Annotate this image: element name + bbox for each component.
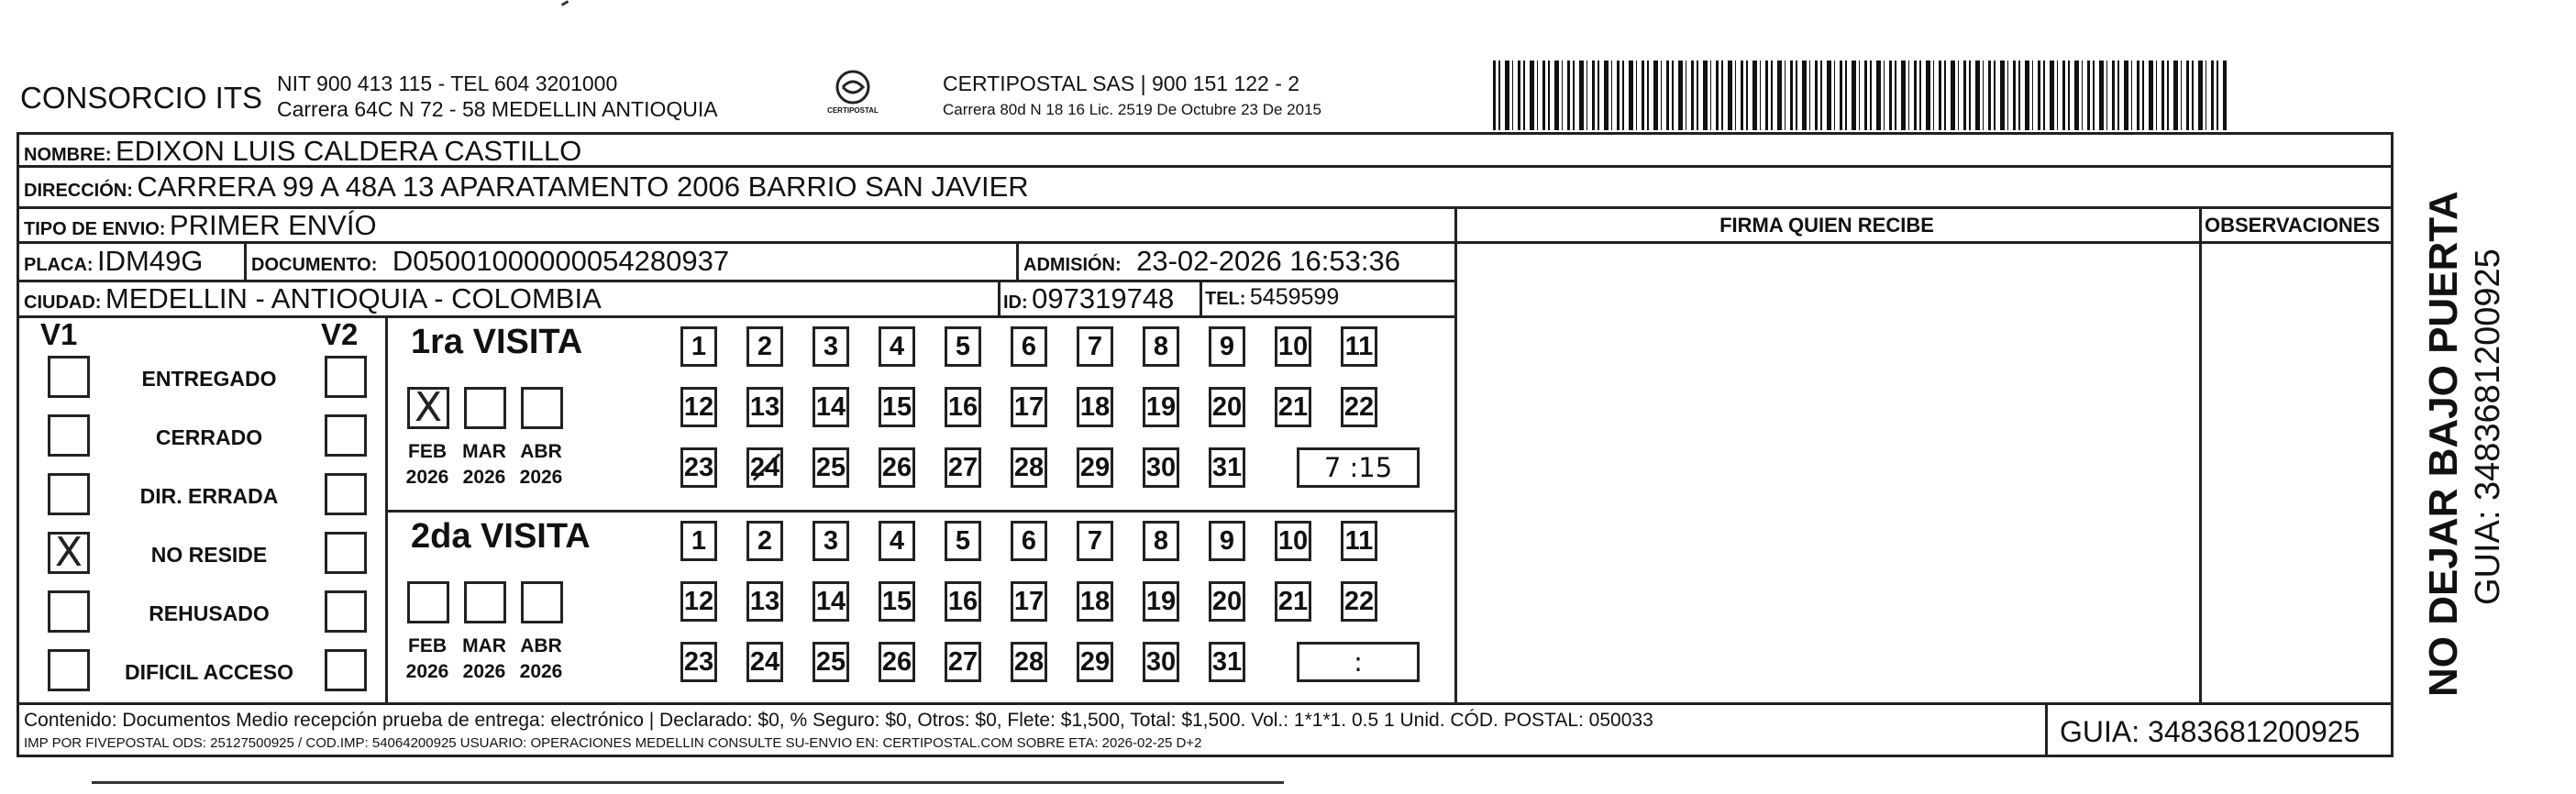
day-box[interactable]: 14 (813, 387, 849, 427)
direccion-value: CARRERA 99 A 48A 13 APARATAMENTO 2006 BARRIO SAN JAVIER (137, 171, 1029, 203)
day-box[interactable]: 23 (680, 642, 717, 682)
day-box[interactable]: 15 (879, 387, 915, 427)
tel-row (1205, 284, 1339, 311)
day-box[interactable]: 10 (1275, 326, 1311, 367)
day-box[interactable]: 22 (1341, 581, 1377, 622)
documento-label: DOCUMENTO: (251, 255, 378, 275)
month-year: 2026 (462, 467, 506, 488)
v1-checkbox[interactable] (48, 649, 90, 691)
id-row (1003, 282, 1174, 315)
status-option-label: NO RESIDE (150, 543, 268, 567)
day-box-marked[interactable]: 24 (746, 447, 783, 488)
visit-title: 2da VISITA (411, 517, 591, 556)
day-box[interactable]: 18 (1077, 581, 1113, 622)
day-box[interactable]: 3 (813, 326, 849, 367)
day-box[interactable]: 6 (1011, 326, 1047, 367)
month-year: 2026 (405, 467, 449, 488)
ciudad-value: MEDELLIN - ANTIOQUIA - COLOMBIA (105, 282, 602, 314)
month-check-mark: X (414, 384, 443, 431)
day-box[interactable]: 2 (746, 521, 783, 561)
company-address: Carrera 64C N 72 - 58 MEDELLIN ANTIOQUIA (277, 97, 718, 121)
day-box[interactable]: 26 (879, 642, 915, 682)
day-box[interactable]: 3 (813, 521, 849, 561)
day-box[interactable]: 9 (1209, 521, 1245, 561)
observaciones-area[interactable] (2203, 244, 2392, 700)
day-box[interactable]: 26 (879, 447, 915, 488)
day-box[interactable]: 23 (680, 447, 717, 488)
day-box[interactable]: 21 (1275, 387, 1311, 427)
company-nit: NIT 900 413 115 - TEL 604 3201000 (277, 72, 618, 95)
day-box[interactable]: 19 (1143, 387, 1179, 427)
day-box[interactable]: 30 (1143, 642, 1179, 682)
v1-checkbox[interactable] (48, 356, 90, 398)
v2-checkbox[interactable] (325, 590, 367, 633)
day-box[interactable]: 14 (813, 581, 849, 622)
day-box[interactable]: 31 (1209, 447, 1245, 488)
barcode (1493, 61, 2227, 130)
footer-guia: GUIA: 3483681200925 (2060, 715, 2360, 748)
day-box[interactable]: 21 (1275, 581, 1311, 622)
day-box[interactable]: 17 (1011, 387, 1047, 427)
month-checkbox[interactable] (521, 581, 563, 623)
day-box[interactable]: 16 (945, 387, 981, 427)
day-box[interactable]: 24 (746, 642, 783, 682)
id-label: ID: (1003, 292, 1028, 313)
day-box[interactable]: 4 (879, 326, 915, 367)
day-box[interactable]: 7 (1077, 521, 1113, 561)
month-year: 2026 (462, 661, 506, 682)
v2-header: V2 (321, 317, 359, 351)
firma-area[interactable] (1458, 244, 2195, 700)
month-checkbox[interactable] (407, 384, 449, 431)
day-box[interactable]: 1 (680, 326, 717, 367)
month-checkbox[interactable] (521, 387, 563, 429)
day-box[interactable]: 20 (1209, 581, 1245, 622)
status-option-label: ENTREGADO (141, 367, 277, 391)
month-label: MAR (462, 635, 506, 656)
day-box[interactable]: 27 (945, 642, 981, 682)
carrier-address: Carrera 80d N 18 16 Lic. 2519 De Octubre 23 De 2015 (943, 101, 1321, 118)
status-option-label: REHUSADO (149, 601, 270, 625)
month-year: 2026 (519, 661, 563, 682)
day-box[interactable]: 29 (1077, 447, 1113, 488)
nombre-row (24, 135, 581, 168)
v2-checkbox[interactable] (325, 473, 367, 515)
status-option-label: DIR. ERRADA (139, 484, 279, 508)
company-name: CONSORCIO ITS (20, 81, 263, 115)
imp-text: IMP POR FIVEPOSTAL ODS: 25127500925 / COD.IMP: 54064200925 USUARIO: OPERACIONES MEDELLIN CONSULTE SU-ENVIO EN: CERTIPOSTAL.COM SOBRE ETA: 2026-02-25 D+2 (24, 735, 1202, 751)
no-dejar-bajo-puerta: NO DEJAR BAJO PUERTA (2421, 191, 2466, 697)
day-box[interactable]: 28 (1011, 447, 1047, 488)
day-box[interactable]: 6 (1011, 521, 1047, 561)
day-box[interactable]: 13 (746, 387, 783, 427)
carrier-name: CERTIPOSTAL SAS | 900 151 122 - 2 (943, 72, 1300, 95)
v2-checkbox[interactable] (325, 649, 367, 691)
day-box[interactable]: 18 (1077, 387, 1113, 427)
month-checkbox[interactable] (464, 387, 506, 429)
tel-value: 5459599 (1249, 284, 1340, 310)
month-year: 2026 (519, 467, 563, 488)
day-box[interactable]: 12 (680, 581, 717, 622)
visit-time-box[interactable]: 7 :15 (1297, 447, 1420, 488)
day-box[interactable]: 8 (1143, 326, 1179, 367)
status-option-label: CERRADO (155, 425, 263, 449)
placa-value: IDM49G (97, 245, 204, 277)
day-box[interactable]: 9 (1209, 326, 1245, 367)
day-box[interactable]: 12 (680, 387, 717, 427)
day-box[interactable]: 1 (680, 521, 717, 561)
month-checkbox[interactable] (407, 581, 449, 623)
day-box[interactable]: 5 (945, 326, 981, 367)
v1-checkbox[interactable] (48, 529, 90, 576)
v1-check-mark: X (54, 529, 83, 576)
day-box[interactable]: 30 (1143, 447, 1179, 488)
day-box[interactable]: 15 (879, 581, 915, 622)
id-value: 097319748 (1032, 282, 1175, 314)
month-label: FEB (408, 441, 447, 462)
v1-checkbox[interactable] (48, 590, 90, 633)
visit-title: 1ra VISITA (411, 323, 583, 361)
day-box[interactable]: 13 (746, 581, 783, 622)
ciudad-row (24, 282, 602, 315)
day-box[interactable]: 28 (1011, 642, 1047, 682)
direccion-label: DIRECCIÓN: (24, 181, 133, 201)
day-box[interactable]: 22 (1341, 387, 1377, 427)
day-box[interactable]: 10 (1275, 521, 1311, 561)
tel-label: TEL: (1205, 289, 1246, 309)
day-box[interactable]: 19 (1143, 581, 1179, 622)
v1-checkbox[interactable] (48, 473, 90, 515)
tipo-envio-label: TIPO DE ENVIO: (24, 219, 166, 239)
tipo-envio-row (24, 209, 377, 242)
day-box[interactable]: 25 (813, 642, 849, 682)
day-box[interactable]: 27 (945, 447, 981, 488)
observaciones-label: OBSERVACIONES (2205, 214, 2381, 237)
v1-header: V1 (40, 317, 78, 351)
status-option-label: DIFICIL ACCESO (124, 660, 293, 684)
day-box[interactable]: 5 (945, 521, 981, 561)
visit-time-box[interactable]: : (1297, 642, 1420, 682)
v2-checkbox[interactable] (325, 414, 367, 457)
ciudad-label: CIUDAD: (24, 292, 102, 313)
admision-row (1023, 245, 1400, 278)
certipostal-logo: CERTIPOSTAL (821, 69, 885, 124)
day-box[interactable]: 11 (1341, 326, 1377, 367)
day-box[interactable]: 4 (879, 521, 915, 561)
month-label: ABR (520, 635, 562, 656)
month-label: MAR (462, 441, 506, 462)
nombre-value: EDIXON LUIS CALDERA CASTILLO (116, 135, 582, 167)
admision-label: ADMISIÓN: (1023, 255, 1122, 275)
day-box[interactable]: 25 (813, 447, 849, 488)
direccion-row (24, 171, 1029, 204)
day-box[interactable]: 16 (945, 581, 981, 622)
contenido-text: Contenido: Documentos Medio recepción prueba de entrega: electrónico | Declarado: $0, % Seguro: $0, Otros: $0, Flete: $1,500, Total: $1,500. Vol.: 1*1*1. 0.5 1 Unid. CÓD. POSTAL: 050033 (24, 710, 1653, 731)
placa-label: PLACA: (24, 255, 94, 275)
firma-label: FIRMA QUIEN RECIBE (1719, 214, 1934, 237)
admision-value: 23-02-2026 16:53:36 (1136, 245, 1400, 277)
v2-checkbox[interactable] (325, 532, 367, 574)
nombre-label: NOMBRE: (24, 145, 112, 165)
month-year: 2026 (405, 661, 449, 682)
v1-checkbox[interactable] (48, 414, 90, 457)
documento-value: D05001000000054280937 (392, 245, 730, 277)
day-box[interactable]: 2 (746, 326, 783, 367)
v2-checkbox[interactable] (325, 356, 367, 398)
stray-mark (561, 0, 569, 6)
month-label: FEB (408, 635, 447, 656)
documento-row (251, 245, 729, 278)
day-box[interactable]: 31 (1209, 642, 1245, 682)
day-box[interactable]: 20 (1209, 387, 1245, 427)
day-box[interactable]: 8 (1143, 521, 1179, 561)
day-box[interactable]: 17 (1011, 581, 1047, 622)
placa-row (24, 245, 203, 278)
side-guia: GUIA: 3483681200925 (2469, 248, 2507, 605)
bottom-rule (92, 781, 1284, 784)
month-label: ABR (520, 441, 562, 462)
month-checkbox[interactable] (464, 581, 506, 623)
day-box[interactable]: 11 (1341, 521, 1377, 561)
day-box[interactable]: 7 (1077, 326, 1113, 367)
day-box[interactable]: 29 (1077, 642, 1113, 682)
tipo-envio-value: PRIMER ENVÍO (169, 209, 377, 241)
